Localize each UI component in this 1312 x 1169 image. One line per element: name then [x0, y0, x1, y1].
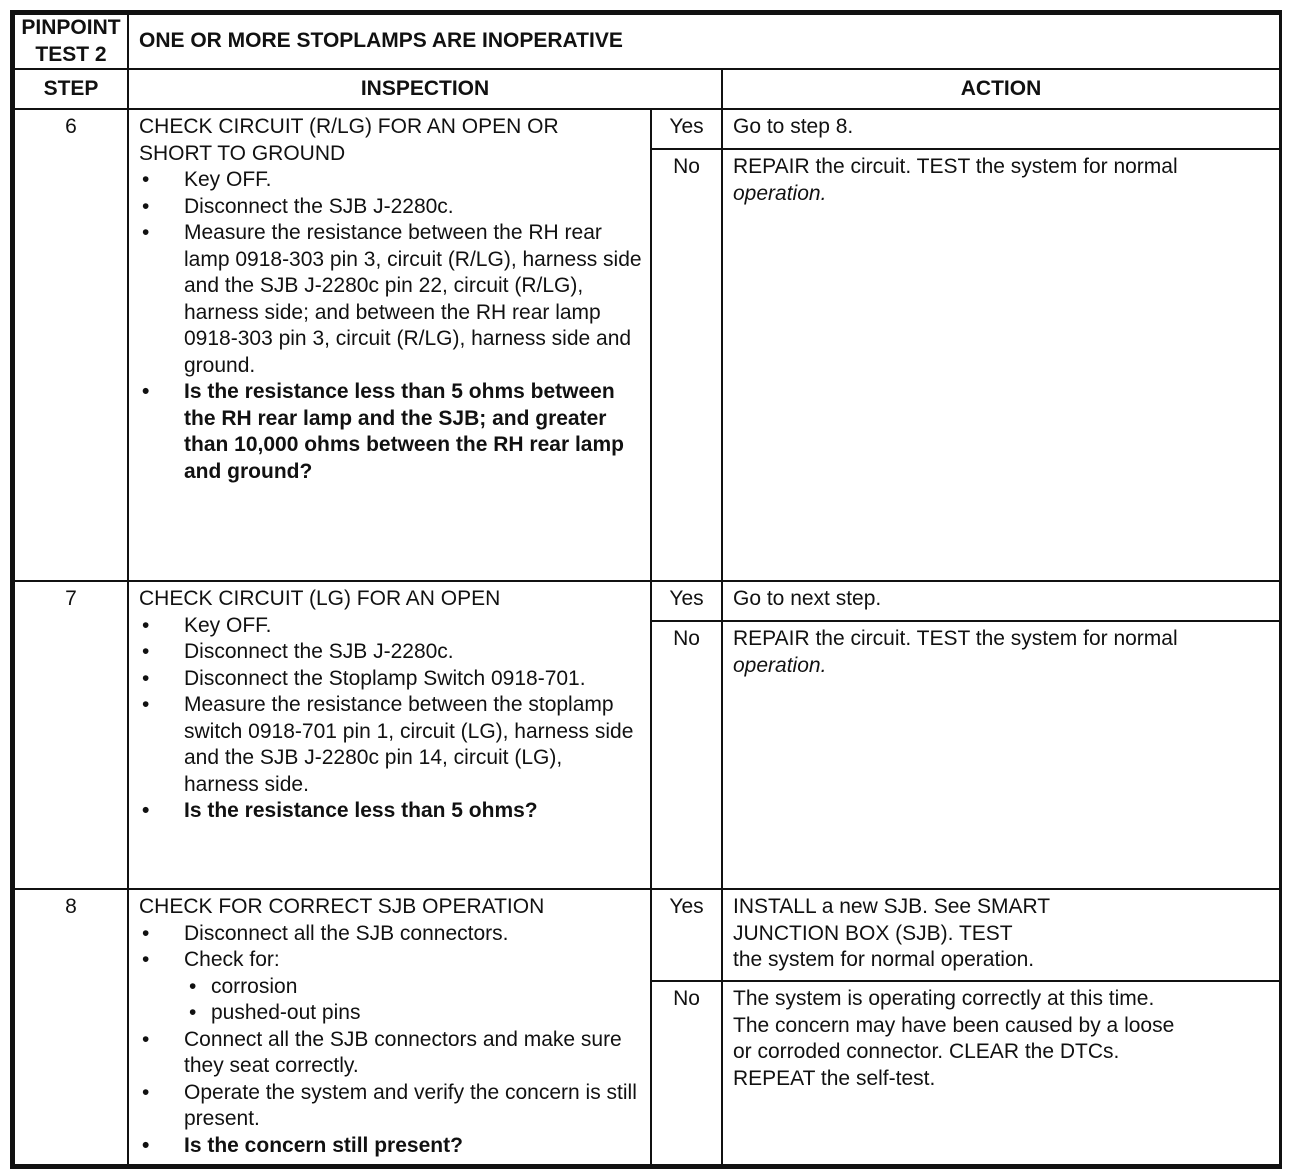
inspection-cell [128, 109, 651, 581]
column-header-row [14, 69, 1280, 109]
no-action-line: operation. [733, 653, 827, 677]
step-row-8 [14, 889, 1280, 981]
bullet-item: • Check for: [139, 947, 642, 974]
col-inspection-header: INSPECTION [128, 69, 722, 109]
no-label: No [651, 149, 722, 581]
test-header-row [14, 14, 1280, 69]
bullet-question: • Is the resistance less than 5 ohms? [139, 798, 642, 825]
bullet-question: • Is the resistance less than 5 ohms between the RH rear lamp and the SJB; and greater than 10,000 ohms between the RH rear lamp and ground? [139, 379, 642, 485]
inspection-bullets [139, 613, 642, 825]
yes-action-line: INSTALL a new SJB. See SMART [733, 895, 1051, 918]
col-step-header: STEP [14, 69, 128, 109]
bullet-item: • Disconnect the SJB J-2280c. [139, 639, 642, 666]
bullet-question: • Is the concern still present? [139, 1133, 642, 1160]
bullet-item: • Key OFF. [139, 167, 642, 194]
inspection-title: CHECK FOR CORRECT SJB OPERATION [139, 895, 545, 918]
step-number: 6 [14, 109, 128, 581]
inspection-bullets [139, 921, 642, 1160]
yes-label: Yes [651, 109, 722, 149]
step-row-7 [14, 581, 1280, 621]
bullet-item: • Disconnect the SJB J-2280c. [139, 194, 642, 221]
inspection-cell [128, 889, 651, 1165]
no-action-line: REPAIR the circuit. TEST the system for normal [733, 155, 1178, 178]
yes-action: Go to step 8. [722, 109, 1280, 149]
sub-bullet-item: • corrosion [139, 974, 642, 1001]
sub-bullet-item: • pushed-out pins [139, 1000, 642, 1027]
no-label: No [651, 621, 722, 889]
no-action [722, 981, 1280, 1165]
no-action-line: The system is operating correctly at this time. [733, 987, 1155, 1010]
bullet-item: • Disconnect the Stoplamp Switch 0918-701. [139, 666, 642, 693]
inspection-cell [128, 581, 651, 889]
bullet-item: • Key OFF. [139, 613, 642, 640]
bullet-item: • Measure the resistance between the stoplamp switch 0918-701 pin 1, circuit (LG), harness side and the SJB J-2280c pin 14, circuit (LG), harness side. [139, 692, 642, 798]
inspection-title: CHECK CIRCUIT (LG) FOR AN OPEN [139, 587, 501, 610]
inspection-title: CHECK CIRCUIT (R/LG) FOR AN OPEN OR SHORT TO GROUND [139, 115, 559, 165]
no-action [722, 621, 1280, 889]
test-title: ONE OR MORE STOPLAMPS ARE INOPERATIVE [128, 14, 1280, 69]
bullet-item: • Connect all the SJB connectors and make sure they seat correctly. [139, 1027, 642, 1080]
col-action-header: ACTION [722, 69, 1280, 109]
bullet-item: • Operate the system and verify the concern is still present. [139, 1080, 642, 1133]
step-number: 8 [14, 889, 128, 1165]
yes-label: Yes [651, 581, 722, 621]
no-action-line: The concern may have been caused by a loose [733, 1013, 1175, 1037]
no-action-line: REPAIR the circuit. TEST the system for normal [733, 627, 1178, 650]
yes-label: Yes [651, 889, 722, 981]
no-action-line: or corroded connector. CLEAR the DTCs. [733, 1040, 1120, 1063]
step-number: 7 [14, 581, 128, 889]
bullet-item: • Measure the resistance between the RH rear lamp 0918-303 pin 3, circuit (R/LG), harness side and the SJB J-2280c pin 22, circuit (R/LG), harness side; and between the RH rear lamp 0918-303 pin 3, circuit (R/LG), harness side and ground. [139, 220, 642, 379]
no-action-line: operation. [733, 181, 827, 205]
yes-action [722, 889, 1280, 981]
inspection-bullets [139, 167, 642, 485]
no-action-line: REPEAT the self-test. [733, 1066, 936, 1090]
no-label: No [651, 981, 722, 1165]
no-action [722, 149, 1280, 581]
yes-action: Go to next step. [722, 581, 1280, 621]
step-row-6 [14, 109, 1280, 149]
yes-action-line: the system for normal operation. [733, 948, 1035, 971]
yes-action-line: JUNCTION BOX (SJB). TEST [733, 921, 1013, 945]
bullet-item: • Disconnect all the SJB connectors. [139, 921, 642, 948]
pinpoint-test-table [10, 10, 1282, 1169]
test-id: PINPOINT TEST 2 [14, 14, 128, 69]
